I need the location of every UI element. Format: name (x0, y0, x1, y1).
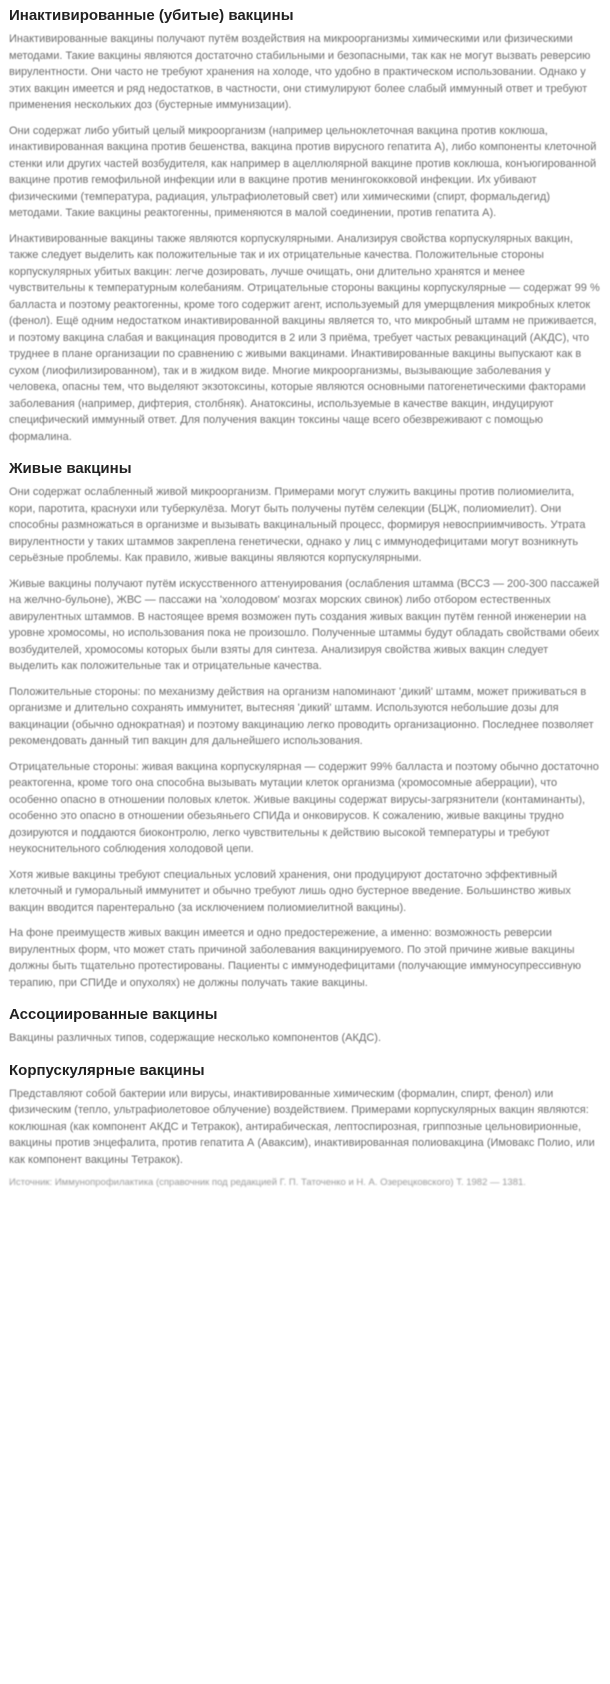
paragraph: Отрицательные стороны: живая вакцина корпускулярная — содержит 99% балласта и поэтому обычно достаточно реактогенна, кроме того она способна вызывать мутации клеток организма (хромосомные аберрации), что особенно опасно в отношении половых клеток. Живые вакцины содержат вирусы-загрязнители (контаминанты), особенно это опасно в отношении обезьяньего СПИДа и онковирусов. К сожалению, живые вакцины трудно дозируются и поддаются биоконтролю, легко чувствительны к действию высокой температуры и требуют неукоснительного соблюдения холодовой цепи. (9, 760, 599, 855)
source-note: Источник: Иммунопрофилактика (справочник под редакцией Г. П. Таточенко и Н. А. Озерецковского) Т. 1982 — 1381. (9, 1177, 526, 1188)
paragraph: Живые вакцины получают путём искусственного аттенуирования (ослабления штамма (ВССЗ — 200-300 пассажей на желчно-бульоне), ЖВС — пассажи на 'холодовом' мозгах морских свинок) либо отбором естественных авирулентных штаммов. В настоящее время возможен путь создания живых вакцин путём генной инженерии на уровне хромосомы, но использования пока не произошло. Полученные штаммы будут обладать свойствами обеих возбудителей, хромосомы которых были взяты для синтеза. Анализируя свойства живых вакцин следует выделить как положительные так и отрицательные качества. (9, 577, 600, 672)
paragraph: Они содержат либо убитый целый микроорганизм (например цельноклеточная вакцина против коклюша, инактивированная вакцина против бешенства, вакцина против вирусного гепатита А), либо компоненты клеточной стенки или других частей возбудителя, как например в ацеллюлярной вакцине против коклюша, конъюгированной вакцине против гемофильной инфекции или в вакцине против менингококковой инфекции. Их убивают физическими (температура, радиация, ультрафиолетовый свет) или химическими (спирт, формальдегид) методами. Такие вакцины реактогенны, применяются в малой соединении, против гепатита А). (9, 124, 597, 219)
section-heading: Ассоциированные вакцины (9, 1006, 218, 1023)
section-live (9, 459, 600, 991)
section-heading: Живые вакцины (9, 460, 132, 477)
section-heading: Инактивированные (убитые) вакцины (9, 7, 294, 24)
paragraph: На фоне преимуществ живых вакцин имеется и одно предостережение, а именно: возможность реверсии вирулентных форм, что может стать причиной заболевания вакцинируемого. По этой причине живые вакцины должны быть тщательно протестированы. Пациенты с иммунодефицитами (получающие иммуносупрессивную терапию, при СПИДе и опухолях) не должны получать такие вакцины. (9, 927, 582, 989)
section-associated (9, 1005, 600, 1047)
paragraph: Вакцины различных типов, содержащие несколько компонентов (АКДС). (9, 1032, 381, 1044)
paragraph: Инактивированные вакцины получают путём воздействия на микроорганизмы химическими или физическими методами. Такие вакцины являются достаточно стабильными и безопасными, так как не могут вызвать реверсию вирулентности. Они часто не требуют хранения на холоде, что удобно в практическом использовании. Однако у этих вакцин имеется и ряд недостатков, в частности, они стимулируют более слабый иммунный ответ и требуют применения нескольких доз (бустерные иммунизации). (9, 33, 591, 111)
section-heading: Корпускулярные вакцины (9, 1061, 205, 1079)
paragraph: Представляют собой бактерии или вирусы, инактивированные химическим (формалин, спирт, фенол) или физическим (тепло, ультрафиолетовое облучение) воздействием. Примерами корпускулярных вакцин являются: коклюшная (как компонент АКДС и Тетракок), антирабическая, лептоспирозная, гриппозные цельновирионные, вакцины против энцефалита, против гепатита А (Аваксим), инактивированная полиовакцина (Имовакс Полио, или как компонент вакцины Тетракок). (9, 1087, 595, 1166)
paragraph: Хотя живые вакцины требуют специальных условий хранения, они продуцируют достаточно эффективный клеточный и гуморальный иммунитет и обычно требуют лишь одно бустерное введение. Большинство живых вакцин вводится парентерально (за исключением полиомиелитной вакцины). (9, 868, 571, 914)
section-corpuscular (9, 1061, 600, 1190)
section-inactivated (9, 6, 600, 445)
paragraph: Они содержат ослабленный живой микроорганизм. Примерами могут служить вакцины против полиомиелита, кори, паротита, краснухи или туберкулёза. Могут быть получены путём селекции (БЦЖ, полиомиелит). Они способны размножаться в организме и вызывать вакцинальный процесс, формируя невосприимчивость. Утрата вирулентности у таких штаммов закреплена генетически, однако у лиц с иммунодефицитами могут возникнуть серьёзные проблемы. Как правило, живые вакцины являются корпускулярными. (9, 486, 586, 564)
paragraph: Инактивированные вакцины также являются корпускулярными. Анализируя свойства корпускулярных вакцин, также следует выделить как положительные так и их отрицательные качества. Положительные стороны корпускулярных убитых вакцин: легче дозировать, лучше очищать, они длительно хранятся и менее чувствительны к температурным колебаниям. Отрицательные стороны вакцины корпускулярные — содержат 99 % балласта и поэтому реактогенны, кроме того содержит агент, используемый для умерщвления микробных клеток (фенол). Ещё одним недостатком инактивированной вакцины является то, что микробный штамм не приживается, и поэтому вакцина слабая и вакцинация проводится в 2 или 3 приёма, требует частых ревакцинаций (АКДС), что труднее в плане организации по сравнению с живыми вакцинами. Инактивированные вакцины выпускают как в сухом (лиофилизированном), так и в жидком виде. Многие микроорганизмы, вызывающие заболевания у человека, опасны тем, что выделяют экзотоксины, которые являются основными патогенетическими факторами заболевания (например, дифтерия, столбняк). Анатоксины, используемые в качестве вакцин, индуцируют специфический иммунный ответ. Для получения вакцин токсины чаще всего обезвреживают с помощью формалина. (9, 232, 600, 443)
paragraph: Положительные стороны: по механизму действия на организм напоминают 'дикий' штамм, может приживаться в организме и длительно сохранять иммунитет, вытесняя 'дикий' штамм. Используются небольшие дозы для вакцинации (обычно однократная) и поэтому вакцинацию легко проводить организационно. Последнее позволяет рекомендовать данный тип вакцин для дальнейшего использования. (9, 685, 594, 747)
